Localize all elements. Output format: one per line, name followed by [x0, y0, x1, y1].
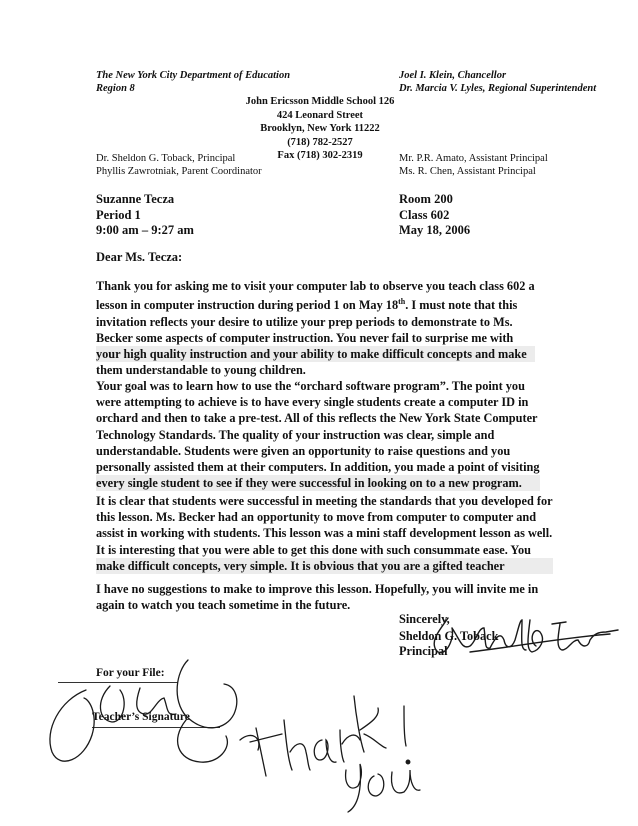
class-number: Class 602 — [399, 207, 450, 222]
letter-date: May 18, 2006 — [399, 223, 471, 237]
superintendent-name: Dr. Marcia V. Lyles, Regional Superintendent — [399, 83, 597, 94]
teacher-signature-label: Teacher’s Signature — [92, 711, 190, 723]
assistant-principal-2: Ms. R. Chen, Assistant Principal — [399, 166, 536, 177]
paragraph-line-text: lesson in computer instruction during period 1 on May 18 — [96, 298, 399, 313]
letterhead-left — [96, 69, 290, 95]
letterhead-right — [399, 69, 596, 95]
paragraph-line: this lesson. Ms. Becker had an opportunity to move from computer to computer and — [96, 510, 537, 525]
file-note-line — [58, 682, 178, 683]
paragraph-line: make difficult concepts, very simple. It is obvious that you are a gifted teacher — [96, 558, 553, 574]
salutation: Dear Ms. Tecza: — [96, 250, 183, 264]
paragraph-line: assist in working with students. This lesson was a mini staff development lesson as well. — [96, 526, 553, 541]
paragraph-line: them understandable to young children. — [96, 363, 306, 378]
paragraph-line: understandable. Students were given an opportunity to raise questions and you — [96, 443, 511, 458]
paragraph-line: Your goal was to learn how to use the “orchard software program”. The point you — [96, 379, 525, 393]
paragraph-4 — [96, 581, 538, 613]
paragraph-line-text: . I must note that this — [405, 298, 518, 313]
closing-word: Sincerely, — [399, 612, 450, 626]
paragraph-line: I have no suggestions to make to improve this lesson. Hopefully, you will invite me in — [96, 582, 539, 596]
staff-left — [96, 152, 262, 178]
paragraph-2 — [96, 378, 540, 491]
thank-you-note — [250, 696, 420, 812]
paragraph-line — [96, 294, 535, 313]
closing-block — [399, 612, 498, 659]
assistant-principal-1: Mr. P.R. Amato, Assistant Principal — [399, 153, 548, 164]
paragraph-line: your high quality instruction and your ability to make difficult concepts and make — [96, 346, 535, 362]
period: Period 1 — [96, 207, 141, 222]
meta-right — [399, 192, 470, 239]
department-name: The New York City Department of Education — [96, 70, 291, 81]
paragraph-line: personally assisted them at their computers. In addition, you made a point of visiting — [96, 460, 540, 475]
teacher-name: Suzanne Tecza — [96, 192, 175, 206]
ordinal-suffix: th — [398, 297, 406, 307]
paragraph-line: every single student to see if they were successful in looking on to a new program. — [96, 475, 540, 491]
paragraph-1 — [96, 278, 535, 378]
paragraph-line: were attempting to achieve is to have every single students create a computer ID in — [96, 395, 529, 410]
teacher-signature-line — [92, 727, 220, 728]
region-name: Region 8 — [96, 83, 135, 94]
school-name: John Ericsson Middle School 126 — [245, 96, 395, 107]
file-note: For your File: — [96, 667, 165, 679]
paragraph-3 — [96, 493, 553, 574]
school-street: 424 Leonard Street — [276, 109, 364, 121]
paragraph-line: Becker some aspects of computer instruction. You never fail to surprise me with — [96, 330, 514, 345]
signer-name: Sheldon G. Toback — [399, 629, 499, 643]
paragraph-line: Technology Standards. The quality of your instruction was clear, simple and — [96, 427, 495, 442]
paragraph-line: It is interesting that you were able to get this done with such consummate ease. You — [96, 542, 531, 557]
meta-left — [96, 192, 194, 239]
school-fax: Fax (718) 302-2319 — [277, 150, 363, 161]
chancellor-name: Joel I. Klein, Chancellor — [399, 70, 507, 81]
room-number: Room 200 — [399, 192, 453, 206]
time-range: 9:00 am – 9:27 am — [96, 223, 194, 237]
staff-right — [399, 152, 548, 178]
school-city: Brooklyn, New York 11222 — [260, 123, 380, 134]
paragraph-line: invitation reflects your desire to utilize your prep periods to demonstrate to Ms. — [96, 314, 513, 329]
paragraph-line: It is clear that students were successful in meeting the standards that you developed for — [96, 494, 553, 508]
signer-title: Principal — [399, 644, 448, 658]
paragraph-line: Thank you for asking me to visit your computer lab to observe you teach class 602 a — [96, 279, 535, 293]
paragraph-line: again to watch you teach sometime in the future. — [96, 598, 351, 613]
coordinator-name: Phyllis Zawrotniak, Parent Coordinator — [96, 166, 262, 177]
principal-name: Dr. Sheldon G. Toback, Principal — [96, 153, 236, 164]
paragraph-line: orchard and then to take a pre-test. All of this reflects the New York State Computer — [96, 411, 538, 426]
school-phone: (718) 782-2527 — [287, 136, 353, 148]
